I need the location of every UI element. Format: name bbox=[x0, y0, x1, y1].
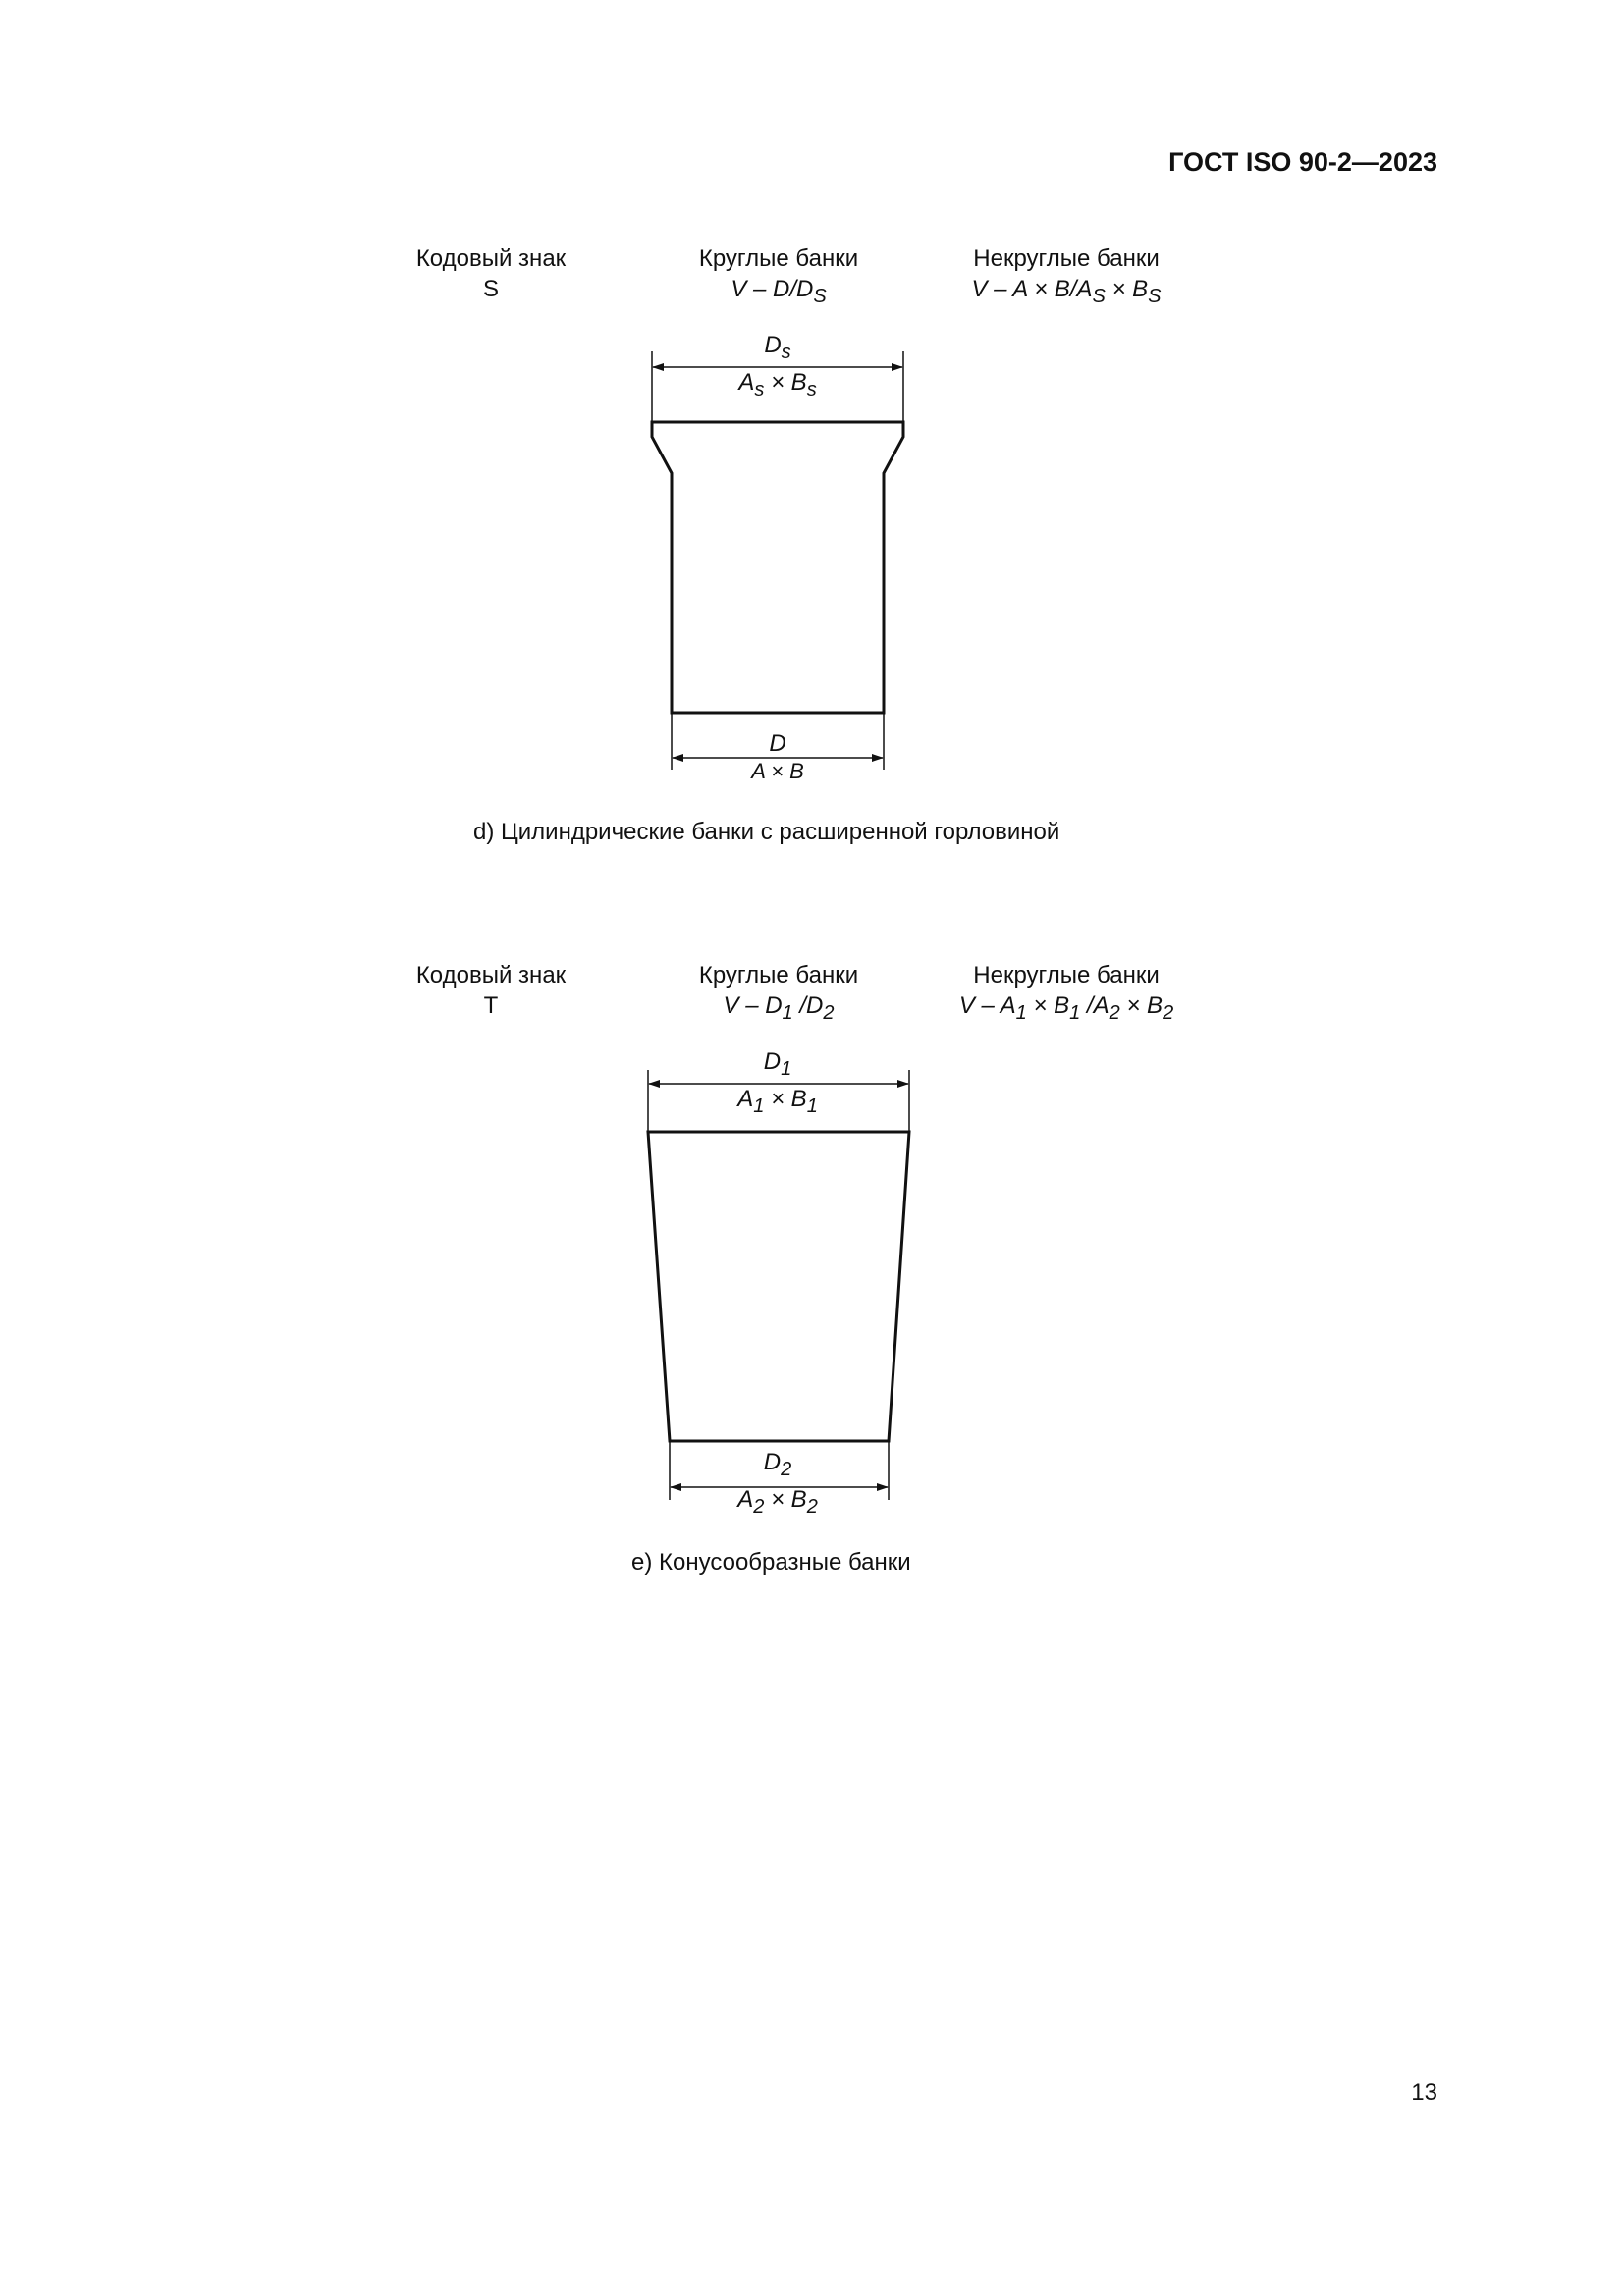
top-d-label: $D_s$ bbox=[764, 332, 791, 363]
bottom-d-label: $D_2$ bbox=[763, 1449, 792, 1480]
document-id: ГОСТ ISO 90-2—2023 bbox=[1168, 147, 1437, 177]
round-label: Круглые банки bbox=[698, 962, 859, 988]
bottom-ab-label: $A_2 \times B_2$ bbox=[737, 1486, 818, 1518]
cone-can-outline bbox=[648, 1132, 909, 1441]
nonround-label: Некруглые банки bbox=[973, 245, 1160, 272]
code-label: Кодовый знак bbox=[415, 245, 567, 272]
figure-d-caption: d) Цилиндрические банки с расширенной горловиной bbox=[473, 819, 1060, 845]
nonround-formula: $V - A_1 \times B_1$ $/A_2 \times B_2$ bbox=[958, 992, 1174, 1024]
code-value: T bbox=[483, 992, 499, 1019]
round-formula: V – $D/D_S$ bbox=[731, 276, 827, 307]
round-label: Круглые банки bbox=[698, 245, 859, 272]
bottom-ab-label: A × B bbox=[751, 759, 804, 783]
bottom-d-label: D bbox=[769, 730, 786, 757]
code-label: Кодовый знак bbox=[415, 962, 567, 988]
top-ab-label: $A_s \times B_s$ bbox=[738, 369, 817, 400]
nonround-label: Некруглые банки bbox=[973, 962, 1160, 988]
top-d-label: $D_1$ bbox=[763, 1048, 792, 1080]
page-number: 13 bbox=[1411, 2079, 1437, 2106]
round-formula: V – $D_1$ $/D_2$ bbox=[723, 992, 835, 1024]
top-ab-label: $A_1 \times B_1$ bbox=[737, 1086, 818, 1117]
code-value: S bbox=[482, 276, 499, 302]
nonround-formula: $V - A \times B/A_S \times B_S$ bbox=[971, 276, 1162, 307]
figure-e-caption: e) Конусообразные банки bbox=[631, 1549, 911, 1575]
